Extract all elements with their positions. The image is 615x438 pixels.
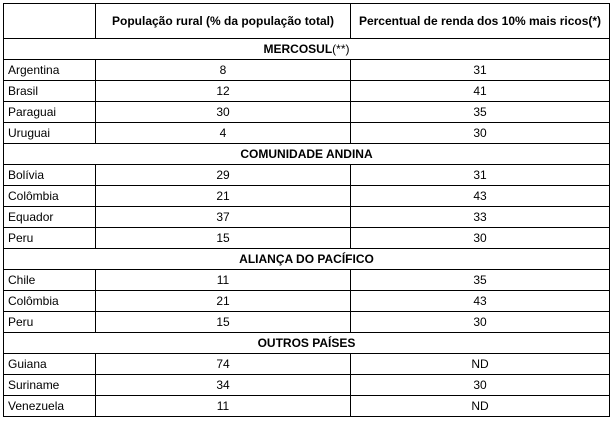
country-cell: Chile: [4, 270, 96, 291]
income-top10-cell: 35: [351, 270, 610, 291]
income-top10-cell: 31: [351, 165, 610, 186]
income-top10-cell: 43: [351, 291, 610, 312]
rural-population-cell: 30: [96, 102, 351, 123]
country-cell: Peru: [4, 228, 96, 249]
section-title: [4, 249, 610, 270]
table-header: [4, 4, 610, 39]
section-title-text: OUTROS PAÍSES: [257, 336, 356, 350]
country-cell: Guiana: [4, 354, 96, 375]
section-title-mark: (**): [332, 42, 350, 56]
country-cell: Colômbia: [4, 291, 96, 312]
section-title-text: MERCOSUL: [263, 42, 333, 56]
country-cell: Colômbia: [4, 186, 96, 207]
rural-population-cell: 74: [96, 354, 351, 375]
table-row: [4, 354, 610, 375]
rural-population-cell: 34: [96, 375, 351, 396]
country-cell: Argentina: [4, 60, 96, 81]
income-top10-cell: 30: [351, 228, 610, 249]
country-cell: Suriname: [4, 375, 96, 396]
rural-population-cell: 15: [96, 312, 351, 333]
country-cell: Equador: [4, 207, 96, 228]
country-cell: Brasil: [4, 81, 96, 102]
income-top10-cell: ND: [351, 396, 610, 417]
table-row: [4, 81, 610, 102]
income-top10-cell: 41: [351, 81, 610, 102]
table-row: [4, 123, 610, 144]
rural-population-cell: 12: [96, 81, 351, 102]
table-row: [4, 396, 610, 417]
country-cell: Bolívia: [4, 165, 96, 186]
header-income-top10: Percentual de renda dos 10% mais ricos(*): [351, 4, 610, 39]
data-table: [3, 3, 610, 417]
section-row-alianca-do-pacifico: [4, 249, 610, 270]
header-row: [4, 4, 610, 39]
country-cell: Peru: [4, 312, 96, 333]
table-row: [4, 102, 610, 123]
income-top10-cell: 30: [351, 375, 610, 396]
income-top10-cell: ND: [351, 354, 610, 375]
rural-population-cell: 11: [96, 270, 351, 291]
country-cell: Uruguai: [4, 123, 96, 144]
country-cell: Venezuela: [4, 396, 96, 417]
header-country: [4, 4, 96, 39]
section-row-mercosul: [4, 39, 610, 60]
section-title: [4, 333, 610, 354]
rural-population-cell: 21: [96, 186, 351, 207]
income-top10-cell: 31: [351, 60, 610, 81]
rural-population-cell: 8: [96, 60, 351, 81]
rural-population-cell: 21: [96, 291, 351, 312]
income-top10-cell: 30: [351, 123, 610, 144]
table-row: [4, 312, 610, 333]
country-cell: Paraguai: [4, 102, 96, 123]
table-row: [4, 291, 610, 312]
income-top10-cell: 30: [351, 312, 610, 333]
rural-population-cell: 15: [96, 228, 351, 249]
table-row: [4, 228, 610, 249]
section-row-comunidade-andina: [4, 144, 610, 165]
rural-population-cell: 29: [96, 165, 351, 186]
income-top10-cell: 43: [351, 186, 610, 207]
table-row: [4, 165, 610, 186]
table-row: [4, 375, 610, 396]
table-body: [4, 39, 610, 417]
rural-population-cell: 4: [96, 123, 351, 144]
data-table-wrapper: [3, 3, 610, 417]
table-row: [4, 270, 610, 291]
income-top10-cell: 35: [351, 102, 610, 123]
income-top10-cell: 33: [351, 207, 610, 228]
section-title-text: ALIANÇA DO PACÍFICO: [239, 252, 374, 266]
section-title: [4, 144, 610, 165]
rural-population-cell: 37: [96, 207, 351, 228]
section-row-outros-paises: [4, 333, 610, 354]
table-row: [4, 207, 610, 228]
section-title: [4, 39, 610, 60]
table-row: [4, 60, 610, 81]
section-title-text: COMUNIDADE ANDINA: [240, 147, 373, 161]
rural-population-cell: 11: [96, 396, 351, 417]
header-rural-population: População rural (% da população total): [96, 4, 351, 39]
table-row: [4, 186, 610, 207]
